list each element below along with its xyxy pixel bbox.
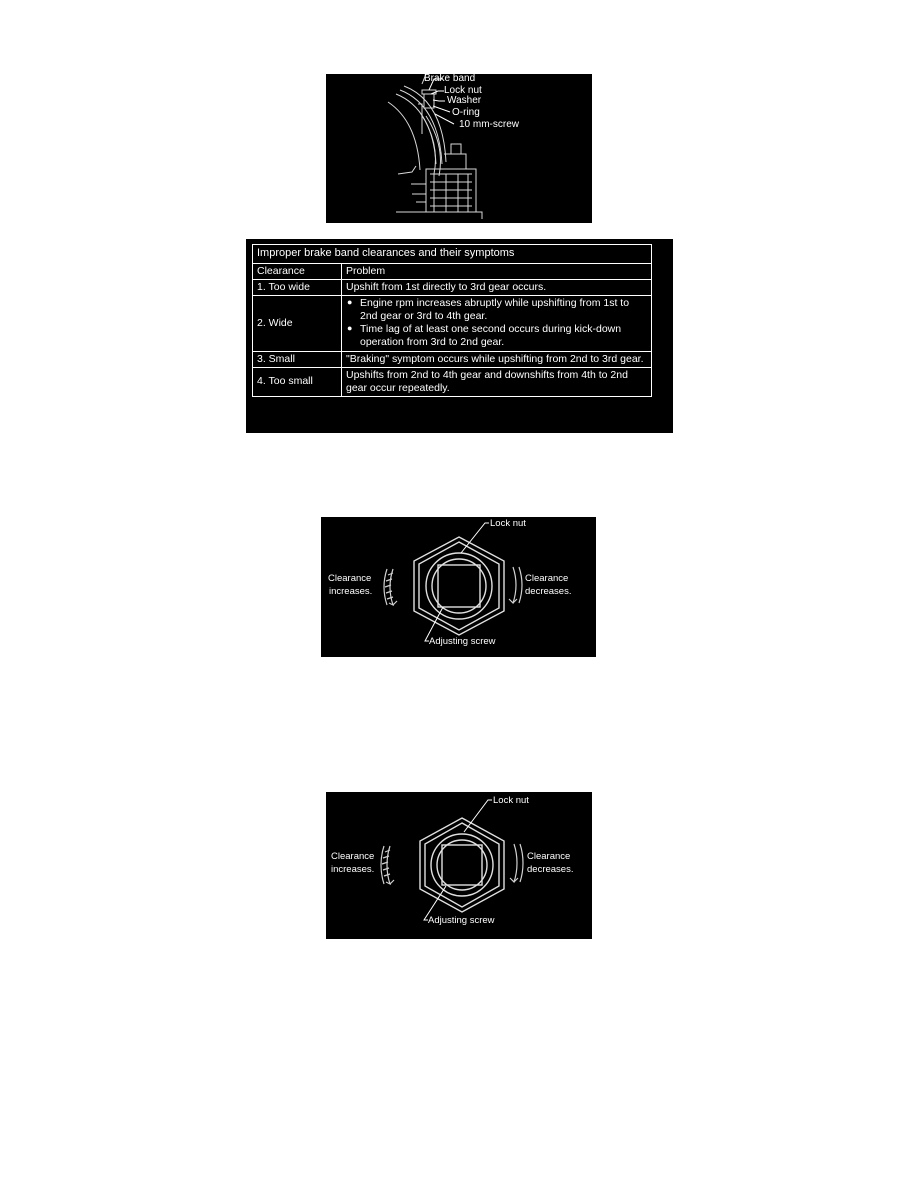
problem-cell bbox=[342, 296, 652, 352]
adjusting-screw-label: Adjusting screw bbox=[428, 915, 495, 926]
problem-list bbox=[346, 297, 647, 350]
clearance-decreases-label: Clearance bbox=[527, 851, 571, 862]
clearance-decreases-label-2: decreases. bbox=[525, 586, 572, 597]
clearance-table bbox=[252, 244, 652, 397]
label-o-ring: O-ring bbox=[452, 107, 480, 118]
clearance-cell: 1. Too wide bbox=[253, 279, 342, 295]
lock-nut-label: Lock nut bbox=[493, 795, 529, 806]
clearance-increases-label-2: increases. bbox=[331, 864, 375, 875]
bullet-item: ● Engine rpm increases abruptly while upshifting from 1st to 2nd gear or 3rd to 4th gear. bbox=[360, 297, 647, 323]
table-row bbox=[253, 367, 652, 396]
bullet-item: ● Time lag of at least one second occurs during kick-down operation from 3rd to 2nd gear. bbox=[360, 323, 647, 349]
problem-cell: "Braking" symptom occurs while upshifting from 2nd to 3rd gear. bbox=[342, 351, 652, 367]
problem-cell: Upshift from 1st directly to 3rd gear occurs. bbox=[342, 279, 652, 295]
lock-nut-label: Lock nut bbox=[490, 518, 526, 529]
header-problem: Problem bbox=[342, 263, 652, 279]
adjusting-screw-figure-1 bbox=[321, 517, 596, 657]
table-row bbox=[253, 351, 652, 367]
clearance-increases-label-2: increases. bbox=[329, 586, 373, 597]
label-brake-band: Brake band bbox=[424, 74, 476, 84]
clearance-cell: 3. Small bbox=[253, 351, 342, 367]
table-row bbox=[253, 296, 652, 352]
label-lock-nut: Lock nut bbox=[444, 85, 482, 96]
header-clearance: Clearance bbox=[253, 263, 342, 279]
clearance-decreases-label: Clearance bbox=[525, 573, 569, 584]
clearance-increases-label: Clearance bbox=[328, 573, 372, 584]
label-10mm-screw: 10 mm-screw bbox=[459, 119, 520, 130]
clearance-decreases-label-2: decreases. bbox=[527, 864, 574, 875]
label-washer: Washer bbox=[447, 95, 482, 106]
brake-band-figure bbox=[326, 74, 592, 223]
clearance-cell: 4. Too small bbox=[253, 367, 342, 396]
table-caption: Improper brake band clearances and their symptoms bbox=[253, 245, 652, 264]
table-row bbox=[253, 279, 652, 295]
clearance-cell: 2. Wide bbox=[253, 296, 342, 352]
clearance-table-panel bbox=[246, 239, 673, 433]
clearance-increases-label: Clearance bbox=[331, 851, 375, 862]
adjusting-screw-figure-2 bbox=[326, 792, 592, 939]
adjusting-screw-label: Adjusting screw bbox=[429, 636, 496, 647]
problem-cell: Upshifts from 2nd to 4th gear and downshifts from 4th to 2nd gear occur repeatedly. bbox=[342, 367, 652, 396]
